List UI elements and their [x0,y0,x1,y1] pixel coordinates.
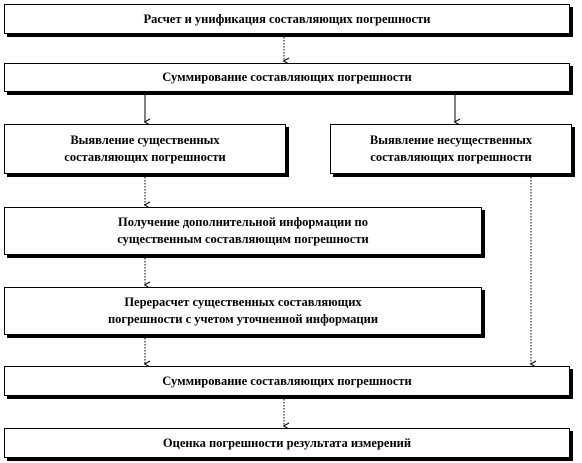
box-calc-unify-label: Расчет и унификация составляющих погрешности [143,11,431,26]
box-sum-top [4,63,570,92]
box-additional-info-line-2: существенным составляющим погрешности [117,232,369,246]
box-insignificant [330,124,572,174]
box-significant-line-1: Выявление существенных [70,133,220,147]
box-insignificant-line-2: составляющих погрешности [370,150,532,164]
box-additional-info-line-1: Получение дополнительной информации по [117,215,369,229]
box-sum-bottom-label: Суммирование составляющих погрешности [162,373,412,388]
box-insignificant-line-1: Выявление несущественных [369,133,533,147]
box-additional-info [4,207,482,255]
box-sum-top-label: Суммирование составляющих погрешности [162,70,412,84]
box-significant [4,124,286,174]
box-significant-line-2: составляющих погрешности [64,150,226,164]
box-recalc [4,287,482,335]
box-recalc-line-1: Перерасчет существенных составляющих [124,295,362,309]
box-sum-bottom [4,366,570,396]
box-result-label: Оценка погрешности результата измерений [162,435,412,450]
box-calc-unify [4,4,570,34]
box-recalc-line-2: погрешности с учетом уточненной информации [107,312,379,326]
box-result [4,428,570,458]
